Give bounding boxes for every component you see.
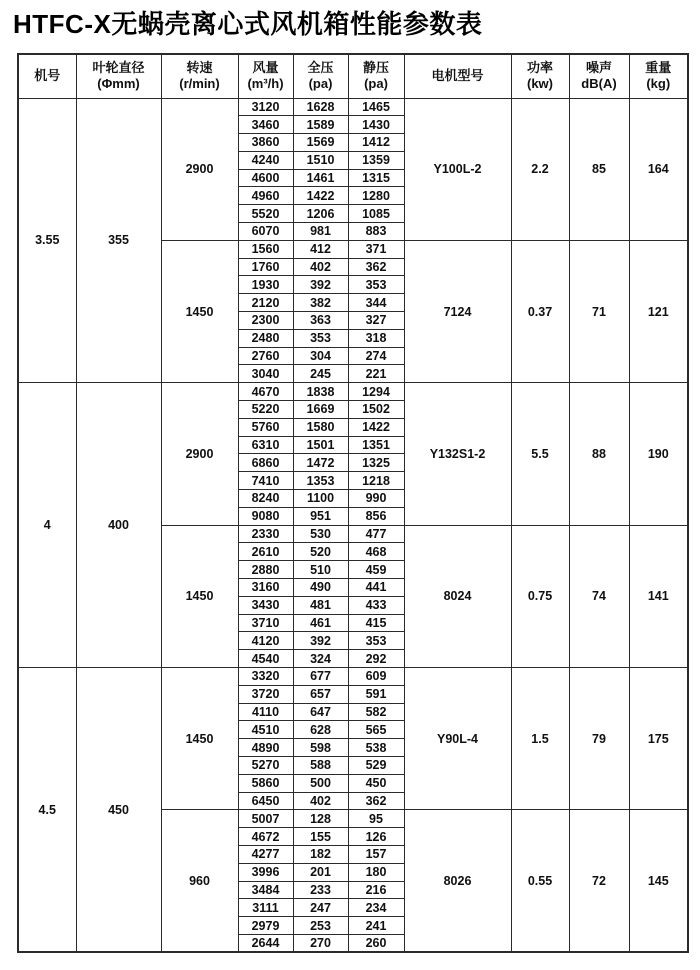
cell-static-pressure: 180 (348, 863, 404, 881)
cell-total-pressure: 1353 (293, 472, 348, 490)
cell-total-pressure: 951 (293, 507, 348, 525)
cell-rpm: 1450 (161, 240, 238, 382)
cell-total-pressure: 1461 (293, 169, 348, 187)
cell-total-pressure: 1100 (293, 490, 348, 508)
cell-flow: 4277 (238, 845, 293, 863)
cell-total-pressure: 402 (293, 258, 348, 276)
cell-static-pressure: 1430 (348, 116, 404, 134)
col-header-power (511, 54, 569, 98)
cell-flow: 4670 (238, 383, 293, 401)
cell-total-pressure: 530 (293, 525, 348, 543)
col-header-diameter (76, 54, 161, 98)
cell-weight: 175 (629, 668, 688, 810)
cell-static-pressure: 353 (348, 276, 404, 294)
cell-total-pressure: 253 (293, 917, 348, 935)
cell-diameter: 400 (76, 383, 161, 668)
col-header-model-label: 机号 (34, 68, 61, 84)
cell-flow: 9080 (238, 507, 293, 525)
cell-flow: 4960 (238, 187, 293, 205)
cell-static-pressure: 1218 (348, 472, 404, 490)
cell-noise: 88 (569, 383, 629, 525)
col-header-motor (404, 54, 511, 98)
col-header-weight-unit: (kg) (646, 76, 671, 92)
cell-noise: 72 (569, 810, 629, 952)
col-header-noise-unit: dB(A) (581, 76, 617, 92)
cell-weight: 164 (629, 98, 688, 240)
cell-flow: 3040 (238, 365, 293, 383)
cell-flow: 4672 (238, 828, 293, 846)
cell-static-pressure: 1315 (348, 169, 404, 187)
cell-flow: 3860 (238, 134, 293, 152)
cell-flow: 3720 (238, 685, 293, 703)
cell-static-pressure: 292 (348, 650, 404, 668)
cell-flow: 2120 (238, 294, 293, 312)
table-header-row (18, 54, 688, 98)
cell-motor: 8026 (404, 810, 511, 952)
cell-noise: 85 (569, 98, 629, 240)
cell-noise: 71 (569, 240, 629, 382)
cell-flow: 3996 (238, 863, 293, 881)
col-header-flow (238, 54, 293, 98)
cell-total-pressure: 647 (293, 703, 348, 721)
cell-static-pressure: 318 (348, 329, 404, 347)
cell-static-pressure: 415 (348, 614, 404, 632)
cell-static-pressure: 433 (348, 596, 404, 614)
cell-total-pressure: 402 (293, 792, 348, 810)
cell-flow: 6070 (238, 223, 293, 241)
cell-model: 4 (18, 383, 76, 668)
table-row (18, 383, 688, 401)
col-header-static-pressure (348, 54, 404, 98)
col-header-rpm-label: 转速 (186, 60, 213, 75)
cell-flow: 4120 (238, 632, 293, 650)
cell-flow: 3120 (238, 98, 293, 116)
cell-flow: 2480 (238, 329, 293, 347)
cell-total-pressure: 677 (293, 668, 348, 686)
cell-power: 0.75 (511, 525, 569, 667)
cell-weight: 121 (629, 240, 688, 382)
cell-total-pressure: 182 (293, 845, 348, 863)
cell-rpm: 2900 (161, 98, 238, 240)
cell-rpm: 960 (161, 810, 238, 952)
cell-rpm: 1450 (161, 525, 238, 667)
cell-flow: 2644 (238, 934, 293, 952)
cell-flow: 1760 (238, 258, 293, 276)
cell-total-pressure: 1501 (293, 436, 348, 454)
cell-weight: 145 (629, 810, 688, 952)
cell-static-pressure: 1359 (348, 151, 404, 169)
cell-flow: 2330 (238, 525, 293, 543)
cell-total-pressure: 981 (293, 223, 348, 241)
col-header-static-pressure-label: 静压 (362, 60, 389, 75)
col-header-motor-label: 电机型号 (431, 68, 484, 84)
cell-flow: 2610 (238, 543, 293, 561)
cell-flow: 4540 (238, 650, 293, 668)
cell-flow: 3320 (238, 668, 293, 686)
cell-total-pressure: 382 (293, 294, 348, 312)
col-header-static-pressure-unit: (pa) (364, 76, 388, 92)
col-header-rpm-unit: (r/min) (179, 76, 220, 92)
cell-total-pressure: 490 (293, 579, 348, 597)
cell-total-pressure: 1589 (293, 116, 348, 134)
cell-static-pressure: 1422 (348, 418, 404, 436)
cell-flow: 5520 (238, 205, 293, 223)
cell-power: 0.37 (511, 240, 569, 382)
table-row (18, 98, 688, 116)
cell-total-pressure: 353 (293, 329, 348, 347)
cell-static-pressure: 371 (348, 240, 404, 258)
cell-flow: 2300 (238, 312, 293, 330)
col-header-model (18, 54, 76, 98)
cell-motor: Y100L-2 (404, 98, 511, 240)
cell-flow: 1560 (238, 240, 293, 258)
col-header-flow-unit: (m³/h) (247, 76, 284, 92)
cell-model: 3.55 (18, 98, 76, 383)
col-header-rpm (161, 54, 238, 98)
cell-model: 4.5 (18, 668, 76, 953)
cell-flow: 6450 (238, 792, 293, 810)
col-header-total-pressure-label: 全压 (307, 60, 334, 75)
col-header-total-pressure (293, 54, 348, 98)
cell-flow: 3484 (238, 881, 293, 899)
cell-flow: 3111 (238, 899, 293, 917)
cell-total-pressure: 324 (293, 650, 348, 668)
cell-flow: 4110 (238, 703, 293, 721)
cell-static-pressure: 95 (348, 810, 404, 828)
cell-static-pressure: 353 (348, 632, 404, 650)
cell-static-pressure: 441 (348, 579, 404, 597)
col-header-noise-label: 噪声 (585, 60, 612, 75)
col-header-diameter-label: 叶轮直径 (92, 60, 145, 75)
cell-rpm: 1450 (161, 668, 238, 810)
cell-motor: Y132S1-2 (404, 383, 511, 525)
cell-static-pressure: 216 (348, 881, 404, 899)
cell-total-pressure: 270 (293, 934, 348, 952)
cell-motor: 7124 (404, 240, 511, 382)
cell-total-pressure: 588 (293, 756, 348, 774)
table-row (18, 668, 688, 686)
col-header-noise (569, 54, 629, 98)
cell-flow: 5760 (238, 418, 293, 436)
cell-static-pressure: 234 (348, 899, 404, 917)
cell-flow: 3710 (238, 614, 293, 632)
cell-total-pressure: 201 (293, 863, 348, 881)
cell-flow: 3430 (238, 596, 293, 614)
cell-total-pressure: 657 (293, 685, 348, 703)
cell-total-pressure: 247 (293, 899, 348, 917)
col-header-total-pressure-unit: (pa) (308, 76, 333, 92)
cell-static-pressure: 1465 (348, 98, 404, 116)
cell-static-pressure: 344 (348, 294, 404, 312)
cell-flow: 1930 (238, 276, 293, 294)
cell-total-pressure: 598 (293, 739, 348, 757)
cell-static-pressure: 591 (348, 685, 404, 703)
cell-static-pressure: 609 (348, 668, 404, 686)
cell-flow: 4890 (238, 739, 293, 757)
cell-static-pressure: 1502 (348, 401, 404, 419)
cell-static-pressure: 157 (348, 845, 404, 863)
cell-total-pressure: 304 (293, 347, 348, 365)
cell-flow: 4600 (238, 169, 293, 187)
cell-total-pressure: 155 (293, 828, 348, 846)
col-header-weight-label: 重量 (645, 60, 672, 75)
cell-total-pressure: 1206 (293, 205, 348, 223)
cell-flow: 3460 (238, 116, 293, 134)
cell-total-pressure: 500 (293, 774, 348, 792)
cell-static-pressure: 241 (348, 917, 404, 935)
cell-total-pressure: 363 (293, 312, 348, 330)
cell-static-pressure: 362 (348, 258, 404, 276)
cell-rpm: 2900 (161, 383, 238, 525)
cell-static-pressure: 260 (348, 934, 404, 952)
cell-static-pressure: 468 (348, 543, 404, 561)
cell-weight: 190 (629, 383, 688, 525)
cell-static-pressure: 477 (348, 525, 404, 543)
cell-motor: Y90L-4 (404, 668, 511, 810)
cell-power: 0.55 (511, 810, 569, 952)
cell-total-pressure: 1569 (293, 134, 348, 152)
cell-flow: 4240 (238, 151, 293, 169)
performance-table (17, 53, 689, 953)
cell-total-pressure: 1422 (293, 187, 348, 205)
cell-total-pressure: 392 (293, 632, 348, 650)
cell-total-pressure: 628 (293, 721, 348, 739)
cell-static-pressure: 221 (348, 365, 404, 383)
col-header-flow-label: 风量 (252, 60, 279, 75)
cell-total-pressure: 510 (293, 561, 348, 579)
cell-flow: 5220 (238, 401, 293, 419)
cell-flow: 5007 (238, 810, 293, 828)
cell-static-pressure: 1280 (348, 187, 404, 205)
cell-total-pressure: 245 (293, 365, 348, 383)
cell-static-pressure: 459 (348, 561, 404, 579)
cell-flow: 8240 (238, 490, 293, 508)
cell-static-pressure: 856 (348, 507, 404, 525)
cell-noise: 79 (569, 668, 629, 810)
page-title: HTFC-X无蜗壳离心式风机箱性能参数表 (13, 9, 483, 39)
cell-total-pressure: 1580 (293, 418, 348, 436)
cell-static-pressure: 1294 (348, 383, 404, 401)
cell-power: 2.2 (511, 98, 569, 240)
cell-static-pressure: 327 (348, 312, 404, 330)
cell-total-pressure: 392 (293, 276, 348, 294)
cell-diameter: 355 (76, 98, 161, 383)
col-header-weight (629, 54, 688, 98)
cell-static-pressure: 362 (348, 792, 404, 810)
cell-total-pressure: 1838 (293, 383, 348, 401)
cell-static-pressure: 582 (348, 703, 404, 721)
cell-static-pressure: 274 (348, 347, 404, 365)
cell-flow: 5270 (238, 756, 293, 774)
cell-flow: 3160 (238, 579, 293, 597)
cell-power: 1.5 (511, 668, 569, 810)
cell-static-pressure: 450 (348, 774, 404, 792)
cell-total-pressure: 1510 (293, 151, 348, 169)
cell-flow: 6860 (238, 454, 293, 472)
cell-static-pressure: 565 (348, 721, 404, 739)
cell-flow: 5860 (238, 774, 293, 792)
cell-noise: 74 (569, 525, 629, 667)
cell-static-pressure: 990 (348, 490, 404, 508)
cell-static-pressure: 1085 (348, 205, 404, 223)
cell-total-pressure: 481 (293, 596, 348, 614)
cell-power: 5.5 (511, 383, 569, 525)
cell-static-pressure: 883 (348, 223, 404, 241)
cell-total-pressure: 461 (293, 614, 348, 632)
cell-total-pressure: 1628 (293, 98, 348, 116)
col-header-power-label: 功率 (526, 60, 553, 75)
col-header-diameter-unit: (Φmm) (97, 76, 140, 92)
cell-total-pressure: 412 (293, 240, 348, 258)
cell-flow: 2979 (238, 917, 293, 935)
cell-weight: 141 (629, 525, 688, 667)
cell-static-pressure: 538 (348, 739, 404, 757)
cell-static-pressure: 1325 (348, 454, 404, 472)
cell-total-pressure: 1669 (293, 401, 348, 419)
cell-flow: 6310 (238, 436, 293, 454)
col-header-power-unit: (kw) (527, 76, 553, 92)
cell-static-pressure: 1351 (348, 436, 404, 454)
cell-static-pressure: 1412 (348, 134, 404, 152)
cell-total-pressure: 520 (293, 543, 348, 561)
cell-static-pressure: 529 (348, 756, 404, 774)
cell-total-pressure: 233 (293, 881, 348, 899)
cell-total-pressure: 1472 (293, 454, 348, 472)
cell-diameter: 450 (76, 668, 161, 953)
cell-static-pressure: 126 (348, 828, 404, 846)
cell-flow: 2880 (238, 561, 293, 579)
cell-flow: 2760 (238, 347, 293, 365)
cell-flow: 7410 (238, 472, 293, 490)
cell-total-pressure: 128 (293, 810, 348, 828)
cell-motor: 8024 (404, 525, 511, 667)
cell-flow: 4510 (238, 721, 293, 739)
